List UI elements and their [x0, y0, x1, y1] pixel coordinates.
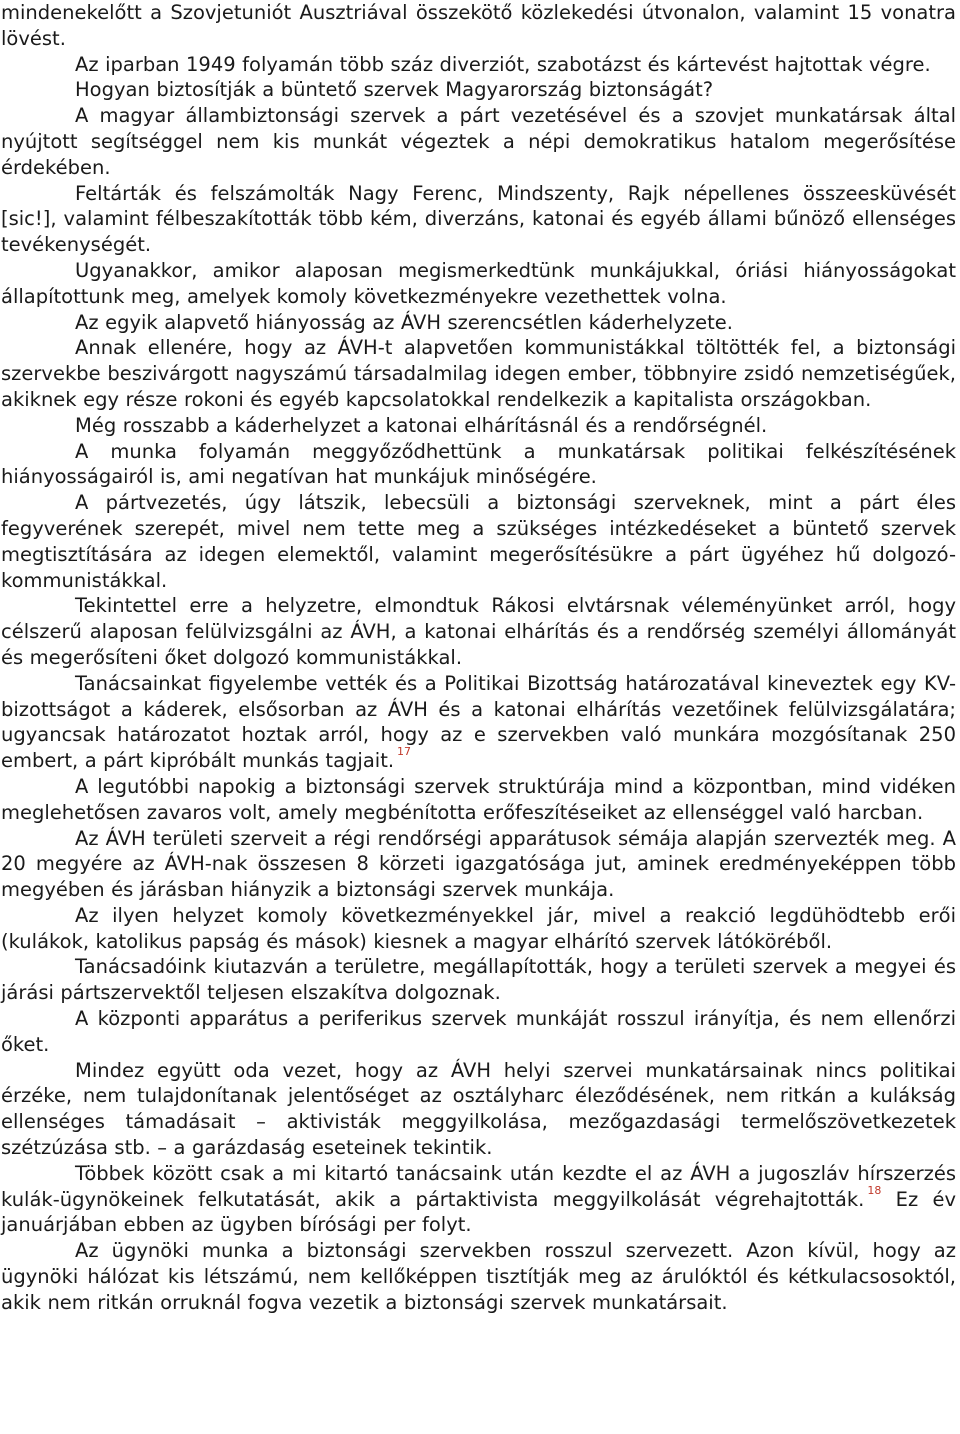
paragraph-with-footnote	[1, 1161, 956, 1238]
paragraph: A magyar állambiztonsági szervek a párt vezetésével és a szovjet munkatársak által nyújtott segítséggel nem kis munkát végeztek a népi demokratikus hatalom megerősítése érdekében.	[1, 104, 956, 179]
paragraph: A legutóbbi napokig a biztonsági szervek struktúrája mind a központban, mind vidéken meglehetősen zavaros volt, amely megbénította erőfeszítéseiket az ellenséggel való harcban.	[1, 774, 956, 824]
paragraph-text: Tanácsainkat figyelembe vették és a Politikai Bizottság határozatával kineveztek egy KV-bizottságot a káderek, elsősorban az ÁVH és a katonai elhárítás vezetőinek felülvizsgálatára; ugyancsak határozatot hoztak arról, hogy az e szervekben való munkára mozgósítanak 250 embert, a párt kipróbált munkás tagjait.	[1, 671, 956, 773]
paragraph: Az egyik alapvető hiányosság az ÁVH szerencsétlen káderhelyzete.	[75, 310, 733, 334]
paragraph-with-footnote	[1, 671, 956, 774]
paragraph-text: Többek között csak a mi kitartó tanácsaink után kezdte el az ÁVH a jugoszláv hírszerzés kulák-ügynökeinek felkutatását, akik a pártaktivista meggyilkolását végrehajtották.	[1, 1161, 956, 1211]
paragraph: A pártvezetés, úgy látszik, lebecsüli a biztonsági szerveknek, mint a párt éles fegyverének szerepét, mivel nem tette meg a szükséges intézkedéseket a büntető szervek megtisztítására az idegen elemektől, valamint megerősítésükre a párt ügyéhez hű dolgozó-kommunistákkal.	[1, 491, 956, 592]
paragraph: Még rosszabb a káderhelyzet a katonai elhárításnál és a rendőrségnél.	[75, 413, 768, 437]
paragraph: Hogyan biztosítják a büntető szervek Magyarország biztonságát?	[75, 78, 714, 102]
paragraph: Ugyanakkor, amikor alaposan megismerkedtünk munkájukkal, óriási hiányosságokat állapítottunk meg, amelyek komoly következményekre vezethettek volna.	[1, 258, 956, 308]
paragraph: Az ügynöki munka a biztonsági szervekben rosszul szervezett. Azon kívül, hogy az ügynöki hálózat kis létszámú, nem kellőképpen tisztítják meg az árulóktól és kétkulacsosoktól, akik nem ritkán orruknál fogva vezetik a biztonsági szervek munkatársait.	[1, 1239, 956, 1314]
paragraph: Az ilyen helyzet komoly következményekkel jár, mivel a reakció legdühödtebb erői (kulákok, katolikus papság és mások) kiesnek a magyar elhárító szervek látóköréből.	[1, 903, 956, 953]
paragraph: mindenekelőtt a Szovjetuniót Ausztriával összekötő közlekedési útvonalon, valamint 15 vonatra lövést.	[1, 1, 956, 50]
paragraph-text-continued: Ez év januárjában ebben az ügyben bírósági per folyt.	[1, 1187, 956, 1237]
paragraph: Az iparban 1949 folyamán több száz diverziót, szabotázst és kártevést hajtottak végre.	[75, 52, 931, 76]
footnote-marker[interactable]: 18	[867, 1183, 882, 1197]
paragraph: Mindez együtt oda vezet, hogy az ÁVH helyi szervei munkatársainak nincs politikai érzéke, nem tulajdonítanak jelentőséget az osztályharc éleződésének, nem ritkán a kulákság ellenséges támadásait – aktivisták meggyilkolása, mezőgazdasági termelőszövetkezetek szétzúzása stb. – a garázdaság eseteinek tekintik.	[1, 1058, 956, 1160]
paragraph: Annak ellenére, hogy az ÁVH-t alapvetően kommunistákkal töltötték fel, a biztonsági szervekbe beszivárgott nagyszámú társadalmilag idegen ember, többnyire zsidó nemzetiségűek, akiknek egy része rokoni és egyéb kapcsolatokkal rendelkezik a kapitalista országokban.	[1, 336, 956, 411]
paragraph: Az ÁVH területi szerveit a régi rendőrségi apparátusok sémája alapján szervezték meg. A 20 megyére az ÁVH-nak összesen 8 körzeti igazgatósága jut, aminek eredményeképpen több megyében és járásban hiányzik a biztonsági szervek munkája.	[1, 826, 956, 902]
paragraph: A központi apparátus a periferikus szervek munkáját rosszul irányítja, és nem ellenőrzi őket.	[1, 1007, 956, 1056]
paragraph: Tanácsadóink kiutazván a területre, megállapították, hogy a területi szervek a megyei és járási pártszervektől teljesen elszakítva dolgoznak.	[1, 955, 956, 1005]
footnote-marker[interactable]: 17	[397, 745, 412, 759]
paragraph: Tekintettel erre a helyzetre, elmondtuk Rákosi elvtársnak véleményünket arról, hogy célszerű alaposan felülvizsgálni az ÁVH, a katonai elhárítás és a rendőrség személyi állományát és megerősíteni őket dolgozó kommunistákkal.	[1, 594, 956, 669]
paragraph: A munka folyamán meggyőződhettünk a munkatársak politikai felkészítésének hiányosságairól is, ami negatívan hat munkájuk minőségére.	[1, 439, 956, 489]
paragraph: Feltárták és felszámolták Nagy Ferenc, Mindszenty, Rajk népellenes összeesküvését [sic!], valamint félbeszakították több kém, diverzáns, katonai és egyéb állami bűnöző ellenséges tevékenységét.	[1, 181, 956, 257]
